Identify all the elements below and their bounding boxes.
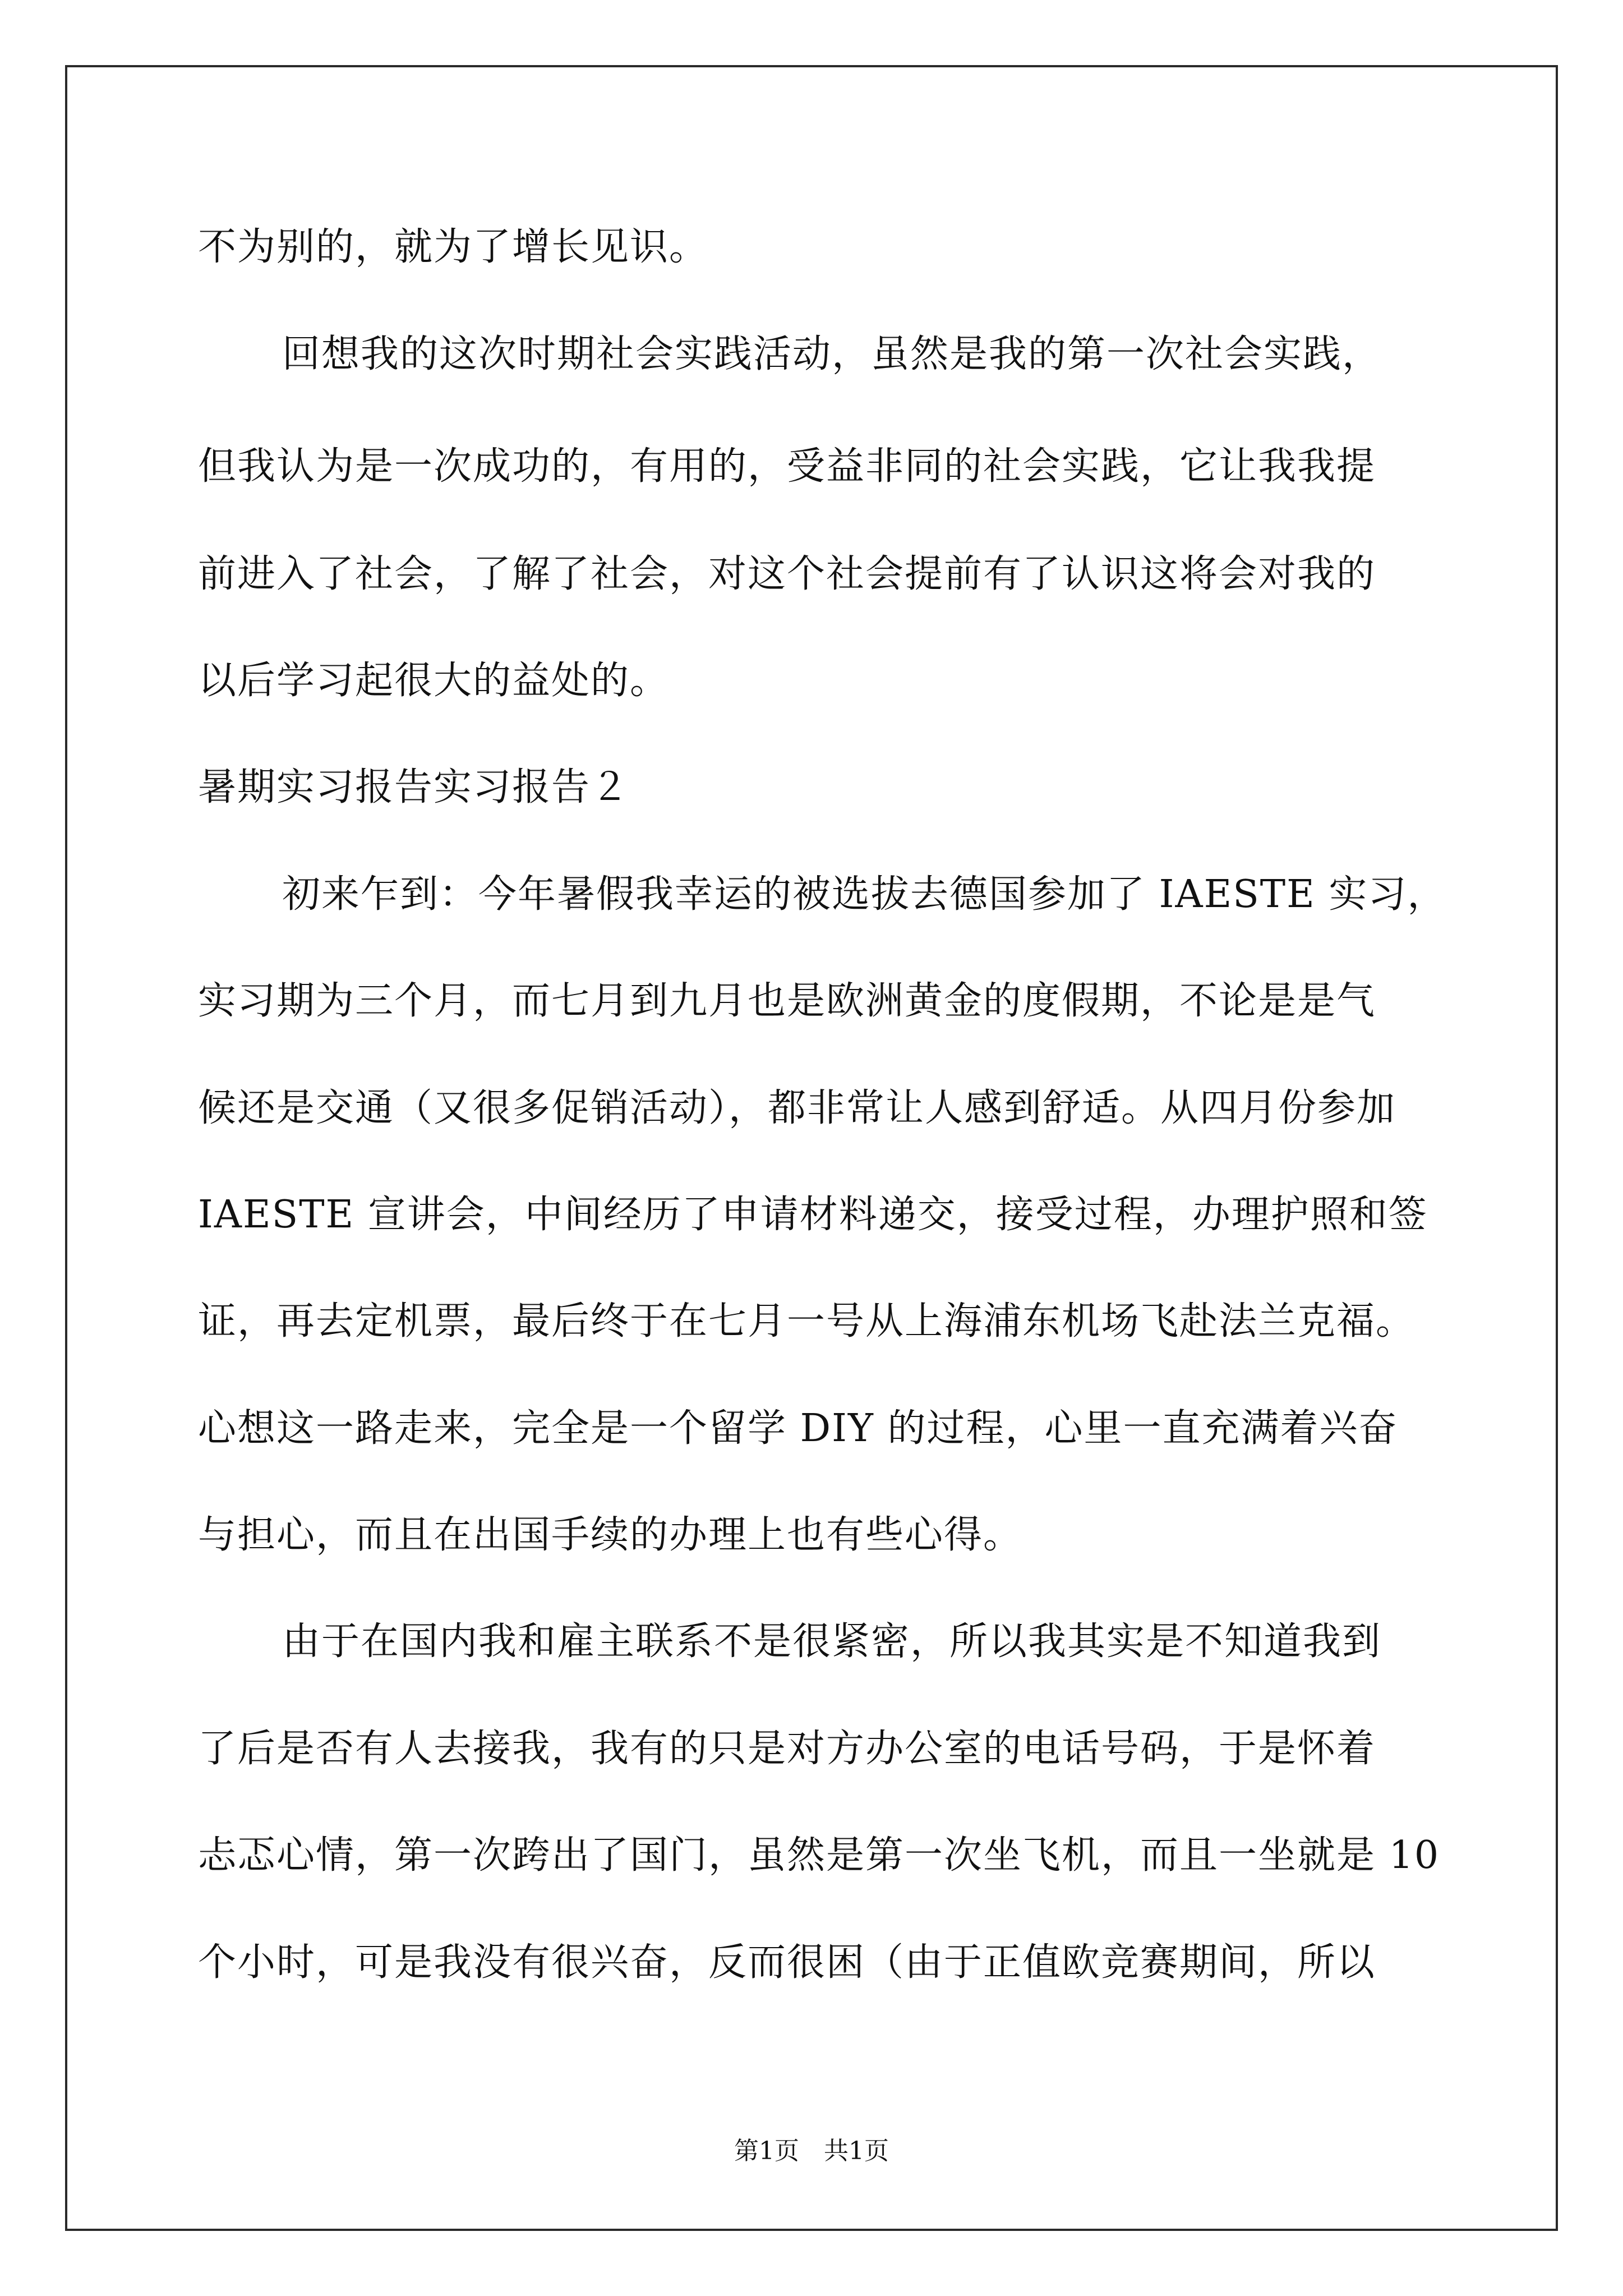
text-line: 与担心，而且在出国手续的办理上也有些心得。 [198, 1513, 1023, 1557]
text-line: IAESTE 宣讲会，中间经历了申请材料递交，接受过程，办理护照和签 [198, 1193, 1428, 1237]
text-line: 不为别的，就为了增长见识。 [198, 225, 709, 269]
text-line: 实习期为三个月，而七月到九月也是欧洲黄金的度假期，不论是是气 [198, 979, 1376, 1023]
text-line: 了后是否有人去接我，我有的只是对方办公室的电话号码，于是怀着 [198, 1727, 1376, 1771]
text-line: 个小时，可是我没有很兴奋，反而很困（由于正值欧竞赛期间，所以 [198, 1940, 1376, 1985]
text-line: 候还是交通（又很多促销活动），都非常让人感到舒适。从四月份参加 [198, 1086, 1396, 1130]
text-line: 初来乍到：今年暑假我幸运的被选拔去德国参加了 IAESTE 实习， [282, 872, 1447, 917]
text-line: 由于在国内我和雇主联系不是很紧密，所以我其实是不知道我到 [282, 1619, 1382, 1664]
section-heading: 暑期实习报告实习报告２ [198, 765, 630, 809]
page-footer: 第1页 共1页 [734, 2137, 889, 2165]
text-line: 心想这一路走来，完全是一个留学 DIY 的过程，心里一直充满着兴奋 [198, 1406, 1398, 1451]
text-line: 证，再去定机票，最后终于在七月一号从上海浦东机场飞赴法兰克福。 [198, 1299, 1415, 1343]
text-line: 回想我的这次时期社会实践活动，虽然是我的第一次社会实践， [282, 332, 1382, 376]
page-border [65, 65, 1558, 2231]
text-line: 以后学习起很大的益处的。 [198, 659, 670, 703]
text-line: 前进入了社会，了解了社会，对这个社会提前有了认识这将会对我的 [198, 552, 1376, 596]
text-line: 但我认为是一次成功的，有用的，受益非同的社会实践，它让我我提 [198, 444, 1376, 489]
text-line: 忐忑心情，第一次跨出了国门，虽然是第一次坐飞机，而且一坐就是 10 [198, 1833, 1440, 1878]
